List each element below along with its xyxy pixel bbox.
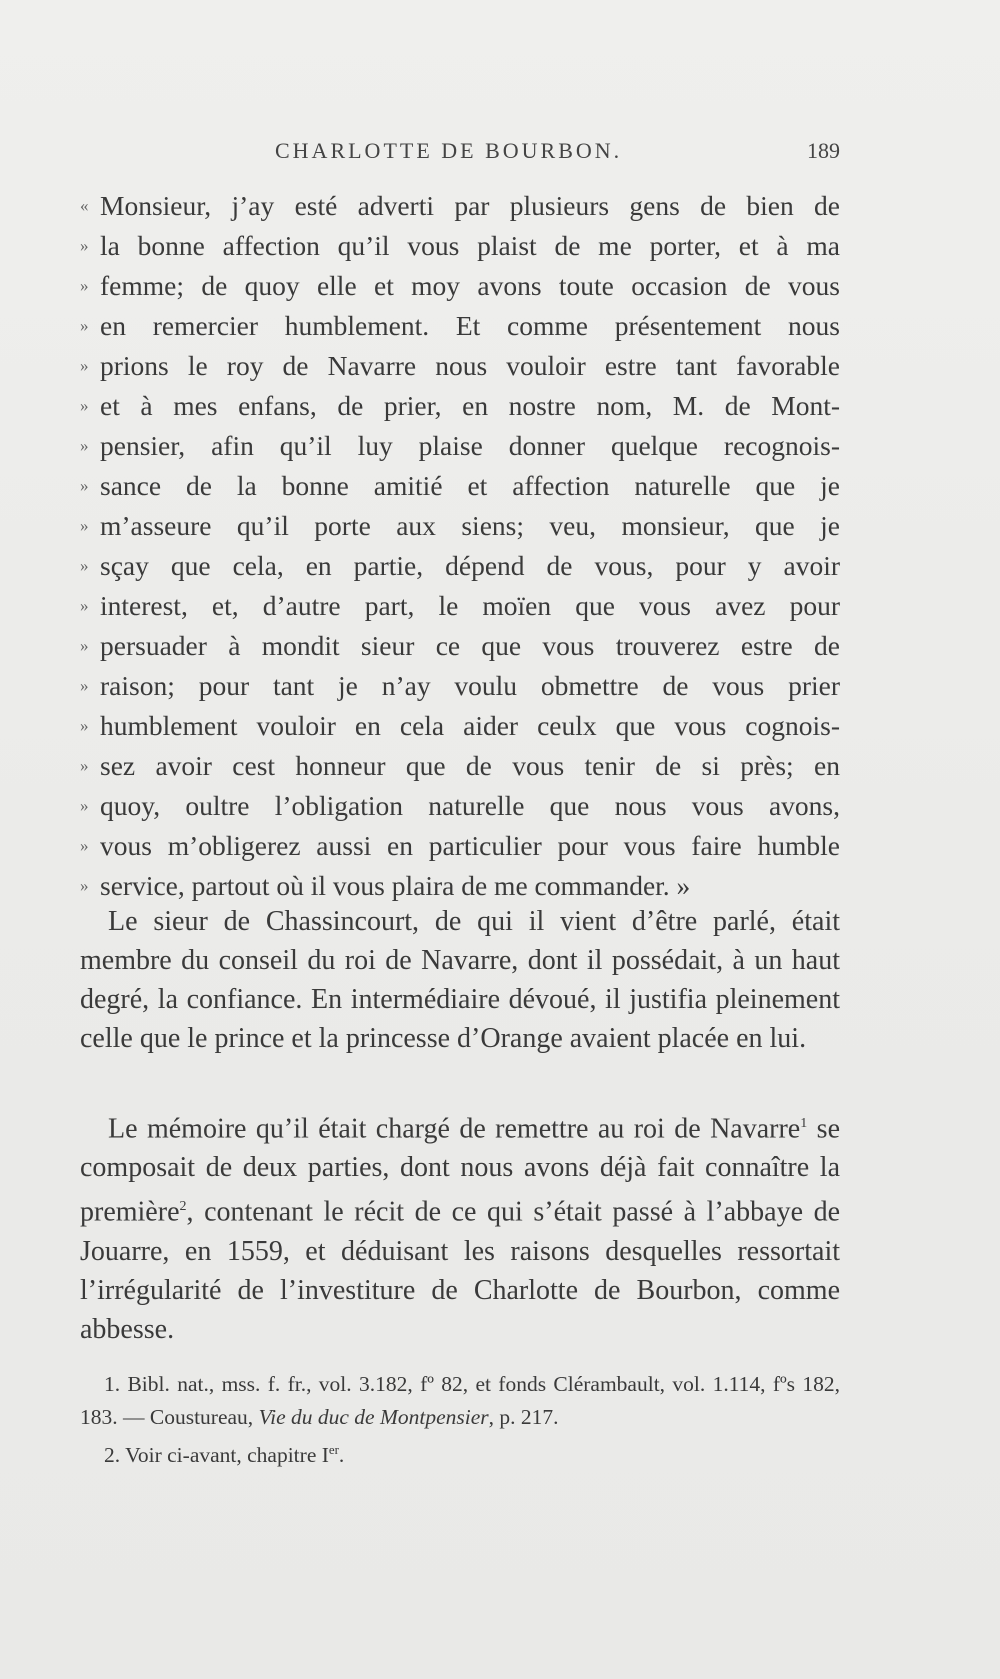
letter-line: » persuader à mondit sieur ce que vous trouverez estre de [80,626,840,666]
page-number: 189 [807,138,840,163]
footnote-1: 1. Bibl. nat., mss. f. fr., vol. 3.182, fº 82, et fonds Clérambault, vol. 1.114, fºs 182, 183. — Coustureau, Vie du duc de Montpensier, p. 217. [80,1372,840,1429]
quoted-letter [80,186,840,906]
continuation-quote-mark: » [80,436,89,455]
continuation-quote-mark: » [80,836,89,855]
letter-line: » sçay que cela, en partie, dépend de vous, pour y avoir [80,546,840,586]
open-quote-mark: « [80,196,89,215]
letter-line: » raison; pour tant je n’ay voulu obmettre de vous prier [80,666,840,706]
continuation-quote-mark: » [80,236,89,255]
continuation-quote-mark: » [80,396,89,415]
continuation-quote-mark: » [80,556,89,575]
letter-line: » sez avoir cest honneur que de vous tenir de si près; en [80,746,840,786]
continuation-quote-mark: » [80,276,89,295]
continuation-quote-mark: » [80,636,89,655]
letter-line: » service, partout où il vous plaira de me commander. » [80,866,840,906]
letter-line: » humblement vouloir en cela aider ceulx que vous cognois- [80,706,840,746]
letter-line: » interest, et, d’autre part, le moïen que vous avez pour [80,586,840,626]
letter-line: » femme; de quoy elle et moy avons toute occasion de vous [80,266,840,306]
footnote-ref-1: 1 [800,1116,808,1131]
letter-line: » quoy, oultre l’obligation naturelle que nous vous avons, [80,786,840,826]
continuation-quote-mark: » [80,516,89,535]
continuation-quote-mark: » [80,756,89,775]
footnote-ref-2: 2 [179,1199,187,1215]
paragraph-chassincourt: Le sieur de Chassincourt, de qui il vient d’être parlé, était membre du conseil du roi de Navarre, dont il possédait, à un haut degré, la confiance. En intermédiaire dévoué, il justifia pleinement celle que le prince et la princesse d’Orange avaient placée en lui. [80,906,840,1054]
letter-line: » m’asseure qu’il porte aux siens; veu, monsieur, que je [80,506,840,546]
continuation-quote-mark: » [80,316,89,335]
running-head: CHARLOTTE DE BOURBON. [275,138,623,163]
continuation-quote-mark: » [80,716,89,735]
footnotes [80,1368,840,1472]
continuation-quote-mark: » [80,356,89,375]
continuation-quote-mark: » [80,676,89,695]
letter-line: « Monsieur, j’ay esté adverti par plusieurs gens de bien de [80,186,840,226]
footnote-book-title: Vie du duc de Montpensier [258,1405,489,1429]
continuation-quote-mark: » [80,876,89,895]
letter-line: » en remercier humblement. Et comme présentement nous [80,306,840,346]
continuation-quote-mark: » [80,796,89,815]
letter-line: » sance de la bonne amitié et affection naturelle que je [80,466,840,506]
footnote-2: 2. Voir ci-avant, chapitre Ier. [104,1443,345,1468]
letter-line: » et à mes enfans, de prier, en nostre nom, M. de Mont- [80,386,840,426]
letter-line: » prions le roy de Navarre nous vouloir estre tant favorable [80,346,840,386]
letter-line: » pensier, afin qu’il luy plaise donner quelque recognois- [80,426,840,466]
paragraph-memoire: Le mémoire qu’il était chargé de remettre au roi de Navarre$^1$ se composait de deux parties, dont nous avons déjà fait connaître la première$^2$, contenant le récit de ce qui s’était passé à l’abbaye de Jouarre, en 1559, et déduisant les raisons desquelles ressortait l’irrégularité de l’investiture de Charlotte de Bourbon, comme abbesse. [80,1113,840,1345]
continuation-quote-mark: » [80,596,89,615]
page-header [80,138,840,172]
letter-line: » vous m’obligerez aussi en particulier pour vous faire humble [80,826,840,866]
letter-line: » la bonne affection qu’il vous plaist de me porter, et à ma [80,226,840,266]
continuation-quote-mark: » [80,476,89,495]
